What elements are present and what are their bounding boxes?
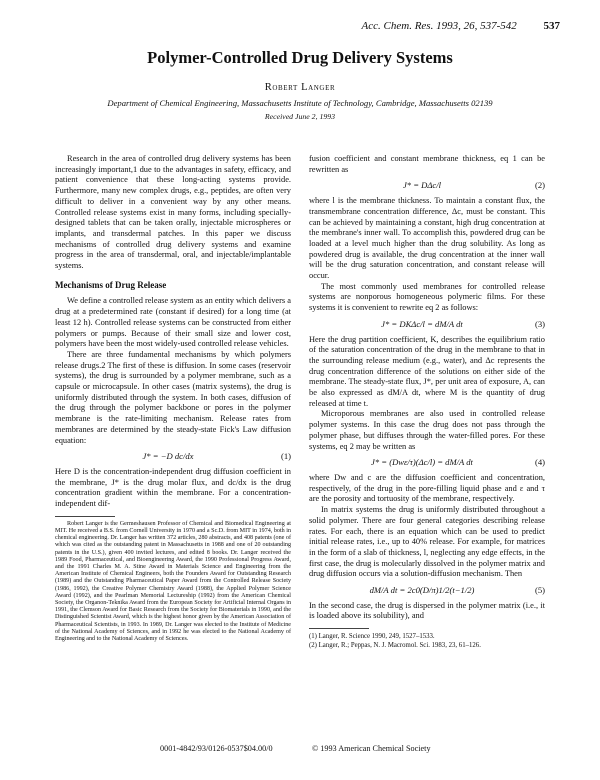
left-column [55,154,291,643]
equation-expression: J* = DΔc/l [402,180,441,191]
copyright-notice: © 1993 American Chemical Society [312,744,431,753]
equation-number: (5) [534,585,545,596]
page-number: 537 [543,20,560,32]
equation-number: (3) [534,318,545,329]
paragraph: In the second case, the drug is dispersed in the polymer matrix (i.e., it is loaded above its solubility), and [309,600,545,621]
author-name: Robert Langer [264,82,336,93]
section-heading: Mechanisms of Drug Release [55,279,167,290]
reference-list [309,633,545,650]
equation-expression: J* = DKΔc/l = dM/A dt [381,318,463,329]
equation-2 [309,180,545,191]
paragraph: Here D is the concentration-independent drug diffusion coefficient in the membrane, J* is the drug molar flux, and dc/dx is the drug concentration gradient within the membrane. For a concentration-independent dif- [55,466,291,509]
paragraph: We define a controlled release system as an entity which delivers a drug at a predetermined rate (constant if desired) for a long time (at least 12 h). Controlled release systems can be constructed from either polymers or pumps. Because of their small size and lower cost, polymers have been the most widely-used controlled release vehicles. [55,296,291,349]
author-biography: Robert Langer is the Germeshausen Professor of Chemical and Biomedical Engineering at MIT. He received a B.S. from Cornell University in 1970 and a Sc.D. from MIT in 1974, both in chemical engineering. Dr. Langer has written 372 articles, 280 abstracts, and 408 patents (one of which was cited as the outstanding patent in Massachusetts in 1988 and one of 20 outstanding patents in the U.S.), given 400 invited lectures, and edited 8 books. Dr. Langer received the 1989 Food, Pharmaceutical, and Bioengineering Award, the 1990 Professional Progress Award, and the 1991 Charles M. A. Stine Award in Materials Science and Engineering from the American Institute of Chemical Engineers, both the Founders Award for Outstanding Research (1989) and the Outstanding Pharmaceutical Paper Award from the Controlled Release Society (1986, 1992), the Creative Polymer Chemistry Award (1988), the Applied Polymer Science Award (1992), and the Pearlman Memorial Lectureship (1992) from the American Chemical Society, the Organon-Teknika Award from the European Society for Artificial Internal Organs in 1991, the Clemson Award for Basic Research from the Society for Biomaterials in 1990, and the Distinguished Scientist Award, which is the highest honor given by the American Association of Pharmaceutical Scientists, in 1993. In 1989, Dr. Langer was elected to the Institute of Medicine of the National Academy of Sciences, and in 1992 he was elected to the National Academy of Engineering and to the National Academy of Sciences. [55,520,291,643]
paragraph: The most commonly used membranes for controlled release systems are nonporous homogeneous polymeric films. For these systems it is convenient to rewrite eq 2 as follows: [309,281,545,313]
right-column [309,154,545,650]
equation-number: (4) [534,457,545,468]
paragraph: where l is the membrane thickness. To maintain a constant flux, the transmembrane concentration difference, Δc, must be constant. This can be achieved by maintaining a constant, high drug concentration at the membrane's inner wall. To accomplish this, powdered drug can be loaded at a level much higher than the drug solubility. As long as powdered drug is available, the drug concentration at the inner wall will be the drug saturation concentration, and constant release will occur. [309,196,545,281]
footnote-rule [309,628,369,629]
article-title: Polymer-Controlled Drug Delivery Systems [147,48,453,67]
equation-expression: dM/A dt = 2c0(D/π)1/2(t−1/2) [369,585,475,596]
reference-item: (1) Langer, R. Science 1990, 249, 1527–1533. [309,633,435,641]
journal-citation: Acc. Chem. Res. 1993, 26, 537-542 [361,20,517,32]
paragraph: There are three fundamental mechanisms by which polymers release drugs.2 The first of these is diffusion. In some cases (reservoir systems), the drug is surrounded by a polymer membrane, such as a capsule or microcapsule. In other cases (matrix systems), the drug is uniformly distributed through the system. In both cases, diffusion of the drug through the polymer backbone or pores in the polymer membrane is the rate-limiting mechanism. Release rates from membranes are determined by the steady-state Fick's Law diffusion equation: [55,349,291,445]
equation-3 [309,319,545,330]
reference-item: (2) Langer, R.; Peppas, N. J. Macromol. Sci. 1983, 23, 61–126. [309,641,481,649]
equation-number: (2) [534,180,545,191]
paragraph: where Dw and c are the diffusion coefficient and concentration, respectively, of the drug in the pore-filling liquid phase and ε and τ are the porosity and tortuosity of the membrane, respectively. [309,472,545,504]
paragraph: Microporous membranes are also used in controlled release polymer systems. In this case the drug does not pass through the polymer phase, but diffuses through the water-filled pores. For these systems, eq 2 may be written as [309,409,545,451]
equation-expression: J* = (Dwε/τ)(Δc/l) = dM/A dt [371,457,473,468]
equation-expression: J* = −D dc/dx [142,451,194,462]
paragraph: Here the drug partition coefficient, K, describes the equilibrium ratio of the saturation concentration of the drug in the membrane to that in the surrounding release medium (e.g., water), and Δc represents the drug concentration difference of the solutions on either side of the membrane. The steady-state flux, J*, per unit area of exposure, A, can be also expressed as dM/A dt, where M is the quantity of drug released at time t. [309,334,545,408]
equation-4 [309,457,545,468]
article-code: 0001-4842/93/0126-0537$04.00/0 [160,744,273,753]
paragraph: fusion coefficient and constant membrane thickness, eq 1 can be rewritten as [309,154,545,174]
affiliation: Department of Chemical Engineering, Massachusetts Institute of Technology, Cambridge, Massachusetts 02139 [107,98,493,108]
received-date: Received June 2, 1993 [264,112,336,121]
paragraph: In matrix systems the drug is uniformly distributed throughout a solid polymer. There are four general categories describing release rates. For each, there is an equation which can be used to predict initial release rates, i.e., up to 40% release. For example, for matrices in the form of a slab of thickness, l, neglecting any edge effects, in the first case, the drug is molecularly dissolved in the polymer matrix and drug diffusion occurs via a solution-diffusion mechanism. Then [309,505,545,579]
footnote-rule [55,516,115,517]
equation-1 [55,451,291,462]
equation-5 [309,585,545,596]
running-header [0,20,560,32]
intro-paragraph: Research in the area of controlled drug delivery systems has been increasingly important,1 due to the advantages in safety, efficacy, and patient convenience that these long-acting systems provide. Furthermore, many new complex drugs, e.g., peptides, are often very difficult to deliver in a convenient way by any other means. Controlled release systems exist in many forms, including specially-designed tablets that can be taken orally, injectable microspheres or implants, and transdermal patches. In this paper we discuss mechanisms of controlled drug delivery systems and examine progress in the area of transdermal, oral, and injectable/implantable systems. [55,154,291,271]
equation-number: (1) [280,451,291,462]
